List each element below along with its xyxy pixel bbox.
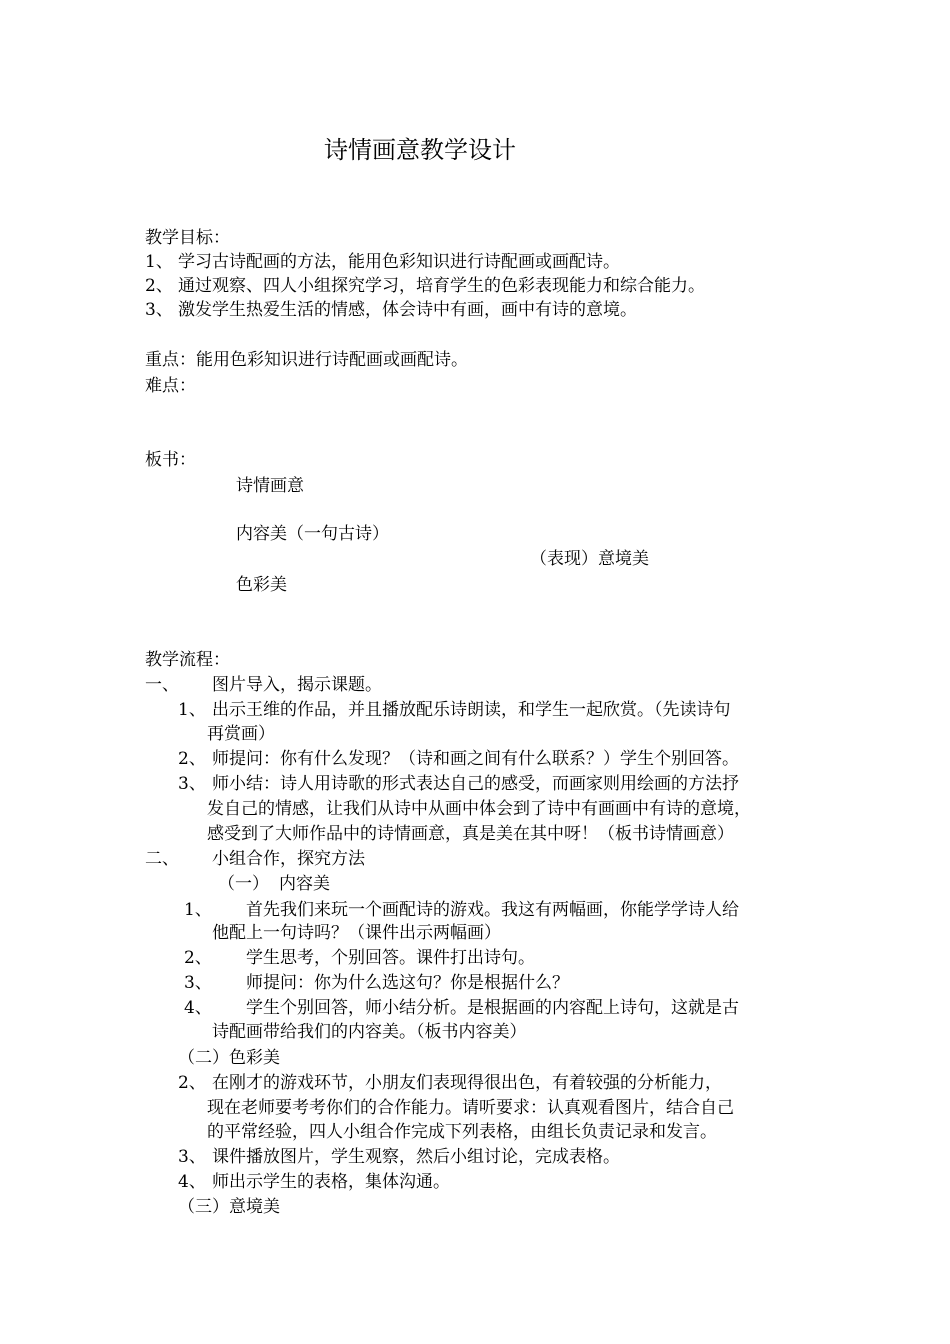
objective-text-1: 学习古诗配画的方法，能用色彩知识进行诗配画或画配诗。 (178, 252, 620, 272)
board-color: 色彩美 (236, 575, 287, 595)
part1-title: 图片导入，揭示课题。 (212, 675, 382, 695)
objective-num-2: 2、 (145, 276, 173, 296)
sec2-item1-line1: 在刚才的游戏环节，小朋友们表现得很出色，有着较强的分析能力， (212, 1073, 722, 1093)
sec3-label: （三）意境美 (178, 1197, 280, 1217)
part2-title: 小组合作，探究方法 (212, 849, 365, 869)
board-title: 诗情画意 (236, 476, 304, 496)
sec2-item1-line2: 现在老师要考考你们的合作能力。请听要求：认真观看图片，结合自己 (207, 1098, 734, 1118)
sec1-item4-num: 4、 (184, 998, 212, 1018)
sec1-item1-line1: 首先我们来玩一个画配诗的游戏。我这有两幅画，你能学学诗人给 (246, 900, 739, 920)
board-expression: （表现）意境美 (530, 549, 649, 569)
sec2-label: （二）色彩美 (178, 1048, 280, 1068)
key-point: 重点：能用色彩知识进行诗配画或画配诗。 (145, 350, 468, 370)
part2-num: 二、 (145, 849, 179, 869)
part1-item2-line1: 师提问：你有什么发现？（诗和画之间有什么联系？）学生个别回答。 (212, 749, 739, 769)
difficulty: 难点： (145, 376, 196, 396)
sec1-item3-num: 3、 (184, 973, 212, 993)
sec1-item2-line1: 学生思考，个别回答。课件打出诗句。 (246, 948, 535, 968)
document-title: 诗情画意教学设计 (324, 136, 516, 164)
part1-item2-num: 2、 (178, 749, 206, 769)
sec1-item4-line2: 诗配画带给我们的内容美。（板书内容美） (212, 1022, 527, 1042)
flow-heading: 教学流程： (145, 650, 230, 670)
part1-item1-num: 1、 (178, 700, 206, 720)
part1-item3-line1: 师小结：诗人用诗歌的形式表达自己的感受，而画家则用绘画的方法抒 (212, 774, 739, 794)
sec1-item4-line1: 学生个别回答，师小结分析。是根据画的内容配上诗句，这就是古 (246, 998, 739, 1018)
board-content: 内容美（一句古诗） (236, 524, 389, 544)
objective-text-2: 通过观察、四人小组探究学习，培育学生的色彩表现能力和综合能力。 (178, 276, 705, 296)
sec1-item1-line2: 他配上一句诗吗？（课件出示两幅画） (212, 923, 501, 943)
sec2-item1-line3: 的平常经验，四人小组合作完成下列表格，由组长负责记录和发言。 (207, 1122, 717, 1142)
objective-text-3: 激发学生热爱生活的情感，体会诗中有画，画中有诗的意境。 (178, 300, 637, 320)
part1-item1-line2: 再赏画） (207, 724, 275, 744)
sec1-title: 内容美 (279, 874, 330, 894)
part1-item3-line2: 发自己的情感，让我们从诗中从画中体会到了诗中有画画中有诗的意境， (207, 799, 751, 819)
sec2-item3-num: 4、 (178, 1172, 206, 1192)
part1-item3-num: 3、 (178, 774, 206, 794)
sec2-item2-num: 3、 (178, 1147, 206, 1167)
part1-num: 一、 (145, 675, 179, 695)
objectives-heading: 教学目标： (145, 228, 230, 248)
sec2-item3-line1: 师出示学生的表格，集体沟通。 (212, 1172, 450, 1192)
sec2-item2-line1: 课件播放图片，学生观察，然后小组讨论，完成表格。 (212, 1147, 620, 1167)
objective-num-3: 3、 (145, 300, 173, 320)
sec2-item1-num: 2、 (178, 1073, 206, 1093)
sec1-item1-num: 1、 (184, 900, 212, 920)
part1-item1-line1: 出示王维的作品，并且播放配乐诗朗读，和学生一起欣赏。（先读诗句 (212, 700, 731, 720)
sec1-item2-num: 2、 (184, 948, 212, 968)
part1-item3-line3: 感受到了大师作品中的诗情画意，真是美在其中呀！（板书诗情画意） (207, 824, 734, 844)
sec1-label: （一） (218, 874, 269, 894)
sec1-item3-line1: 师提问：你为什么选这句？你是根据什么？ (246, 973, 569, 993)
objective-num-1: 1、 (145, 252, 173, 272)
board-heading: 板书： (145, 450, 196, 470)
